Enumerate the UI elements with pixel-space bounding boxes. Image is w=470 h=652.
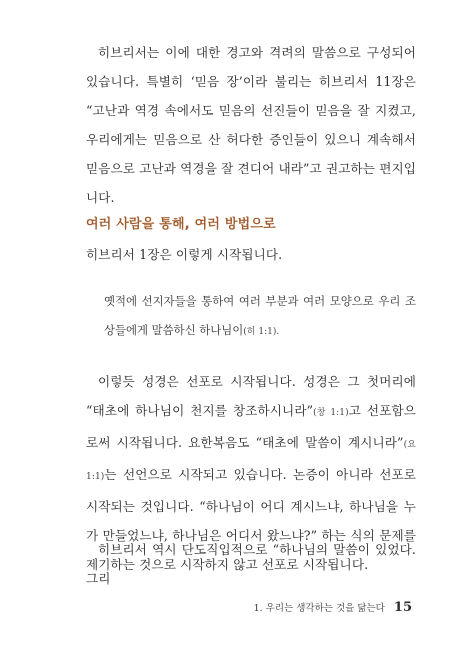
reference-genesis: (창 1:1): [313, 408, 349, 418]
running-title: 1. 우리는 생각하는 것을 닮는다: [253, 603, 385, 614]
scripture-quote-reference: (히 1:1).: [243, 327, 280, 337]
page-footer: [254, 600, 412, 615]
reference-john: (요 1:1): [86, 440, 416, 482]
scripture-quote-text: 옛적에 선지자들을 통하여 여러 부분과 여러 모양으로 우리 조상들에게 말씀하신 하나님이: [104, 294, 416, 337]
body-paragraph-intro: 히브리서는 이에 대한 경고와 격려의 말씀으로 구성되어 있습니다. 특별히 ‘믿음 장’이라 불리는 히브리서 11장은 “고난과 역경 속에서도 믿음의 선진들이 믿음을 잘 지켰고, 우리에게는 믿음으로 산 허다한 증인들이 있으니 계속해서 믿음으로 고난과 역경을 잘 견디어 내라”고 권고하는 편지입니다.: [86, 45, 416, 205]
body-paragraph-hebrews: 히브리서 역시 단도직입적으로 “하나님의 말씀이 있었다. 그리: [86, 542, 416, 586]
paragraph-text-b: 고 선포함으로써 시작됩니다. 요한복음도 “태초에 말씀이 계시니라”: [86, 403, 416, 450]
page-number: 15: [393, 600, 412, 615]
body-paragraph-lead-in: 히브리서 1장은 이렇게 시작됩니다.: [86, 247, 283, 262]
scripture-quote: [104, 287, 416, 347]
paragraph-text-c: 는 선언으로 시작되고 있습니다. 논증이 아니라 선포로 시작되는 것입니다. “하나님이 어디 계시느냐, 하나님을 누가 만들었느냐, 하나님은 어디서 왔느냐?” 하는 식의 문제를 제기하는 것으로 시작하지 않고 선포로 시작됩니다.: [86, 467, 416, 572]
section-heading: 여러 사람을 통해, 여러 방법으로: [86, 217, 276, 232]
paragraph-text-a: 이렇듯 성경은 선포로 시작됩니다. 성경은 그 첫머리에 “태초에 하나님이 천지를 창조하시니라”: [86, 374, 416, 418]
